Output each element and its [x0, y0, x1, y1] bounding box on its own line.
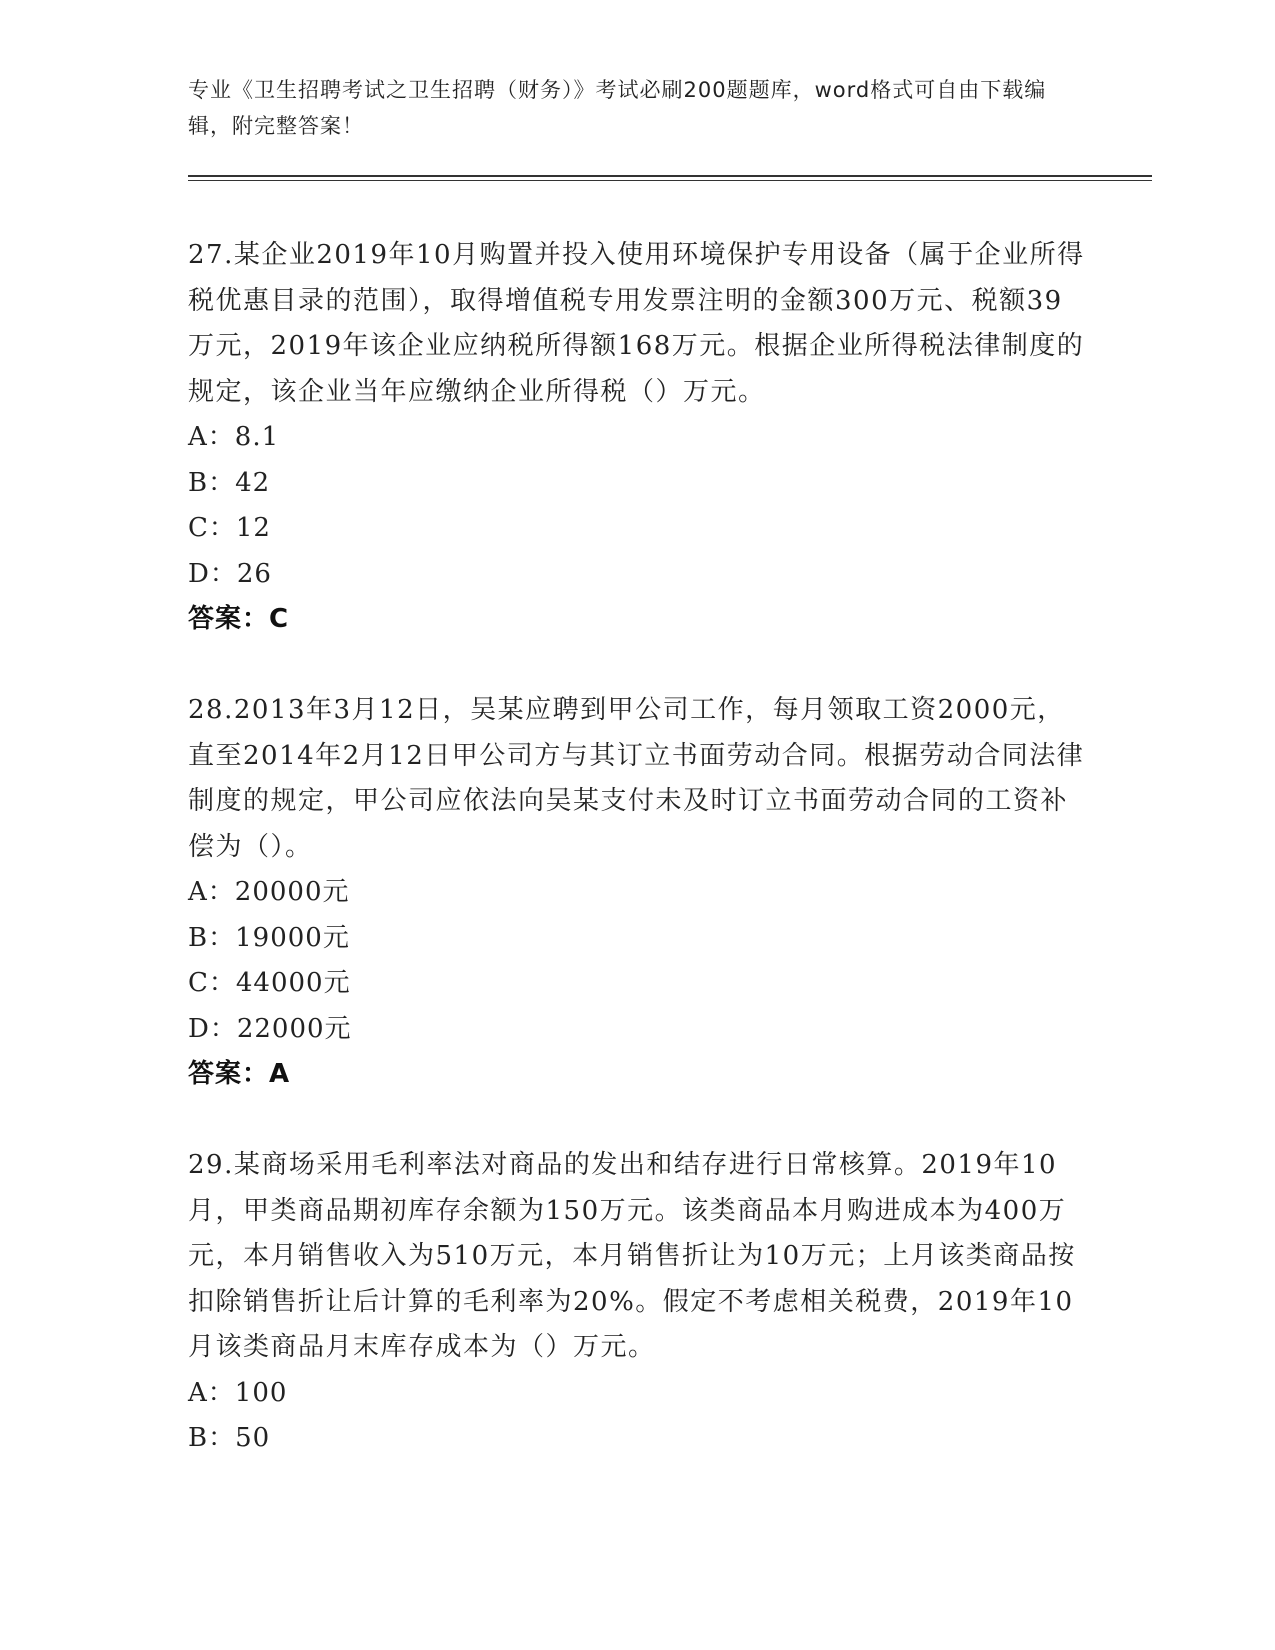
- question-29: [188, 1143, 1088, 1462]
- option-b: B：19000元: [188, 922, 350, 953]
- option-a: A：100: [188, 1377, 288, 1408]
- question-27: [188, 233, 1088, 643]
- page-header: 专业《卫生招聘考试之卫生招聘（财务）》考试必刷200题题库，word格式可自由下载编辑，附完整答案！: [188, 78, 1047, 138]
- question-28: [188, 688, 1088, 1098]
- question-stem: 28.2013年3月12日，吴某应聘到甲公司工作，每月领取工资2000元，直至2014年2月12日甲公司方与其订立书面劳动合同。根据劳动合同法律制度的规定，甲公司应依法向吴某支付未及时订立书面劳动合同的工资补偿为（）。: [188, 695, 1085, 862]
- option-c: C：44000元: [188, 968, 351, 998]
- option-a: A：8.1: [188, 422, 280, 452]
- option-c: C：12: [188, 513, 271, 543]
- option-list: [188, 1371, 1088, 1462]
- option-a: A：20000元: [188, 877, 350, 907]
- question-stem: 27.某企业2019年10月购置并投入使用环境保护专用设备（属于企业所得税优惠目录的范围），取得增值税专用发票注明的金额300万元、税额39万元，2019年该企业应纳税所得额168万元。根据企业所得税法律制度的规定，该企业当年应缴纳企业所得税（）万元。: [188, 240, 1085, 407]
- header-divider: [188, 175, 1152, 181]
- option-list: [188, 415, 1088, 597]
- question-stem: 29.某商场采用毛利率法对商品的发出和结存进行日常核算。2019年10月，甲类商品期初库存余额为150万元。该类商品本月购进成本为400万元，本月销售收入为510万元，本月销售折让为10万元；上月该类商品按扣除销售折让后计算的毛利率为20%。假定不考虑相关税费，2019年10月该类商品月末库存成本为（）万元。: [188, 1150, 1076, 1362]
- answer-label: 答案：C: [188, 604, 290, 634]
- option-b: B：42: [188, 467, 271, 498]
- answer-label: 答案：A: [188, 1059, 291, 1089]
- option-list: [188, 870, 1088, 1052]
- option-d: D：26: [188, 558, 272, 589]
- option-b: B：50: [188, 1423, 271, 1453]
- option-d: D：22000元: [188, 1013, 352, 1044]
